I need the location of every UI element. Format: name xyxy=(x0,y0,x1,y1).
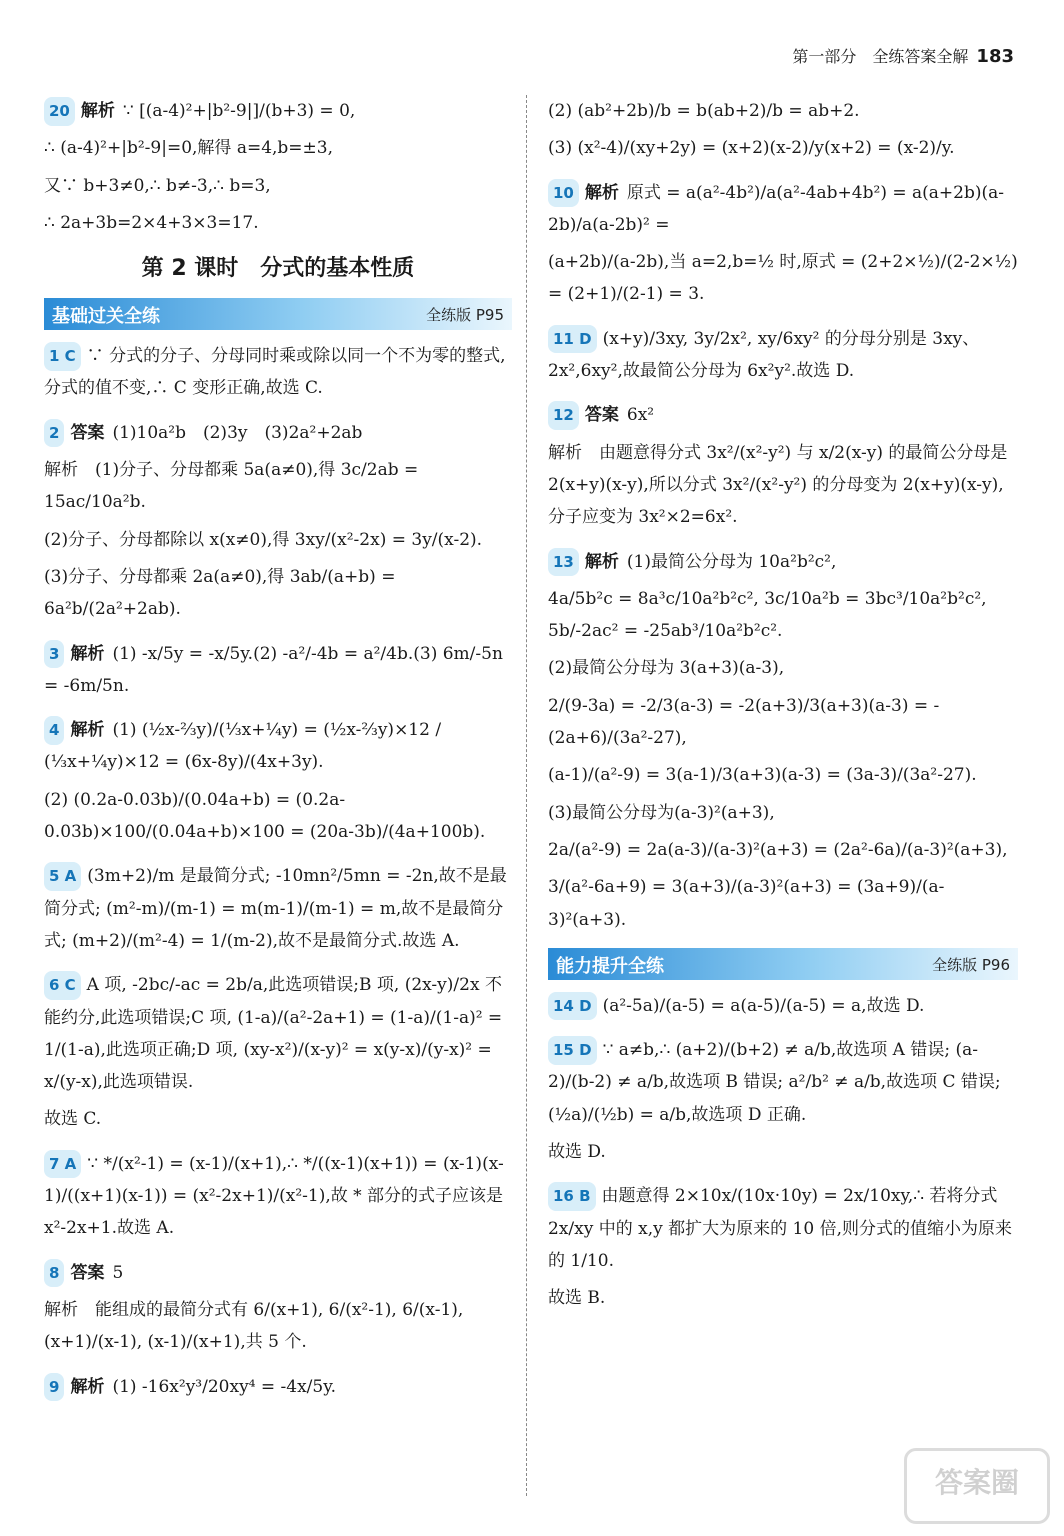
answer-text: 故选 C. xyxy=(44,1109,102,1130)
answer-line xyxy=(548,1180,1018,1277)
answer-text: (2) (ab²+2b)/b = b(ab+2)/b = ab+2. xyxy=(548,101,860,121)
answer-line xyxy=(548,437,1018,534)
answer-line xyxy=(44,207,512,239)
answer-line xyxy=(44,969,512,1098)
answer-item xyxy=(548,323,1018,388)
answer-text: ∵ */(x²-1) = (x-1)/(x+1),∴ */((x-1)(x+1)) = (x-1)(x-1)/((x+1)(x-1)) = (x²-2x+1)/(x²-1),故 * 部分的式子应该是 x²-2x+1.故选 A. xyxy=(44,1153,504,1239)
answer-line xyxy=(44,454,512,519)
right-items-top xyxy=(548,95,1018,936)
section-label: 能力提升全练 xyxy=(556,955,664,977)
answer-text: ∵ 分式的分子、分母同时乘或除以同一个不为零的整式,分式的值不变,∴ C 变形正确,故选 C. xyxy=(44,346,506,399)
answer-line xyxy=(44,860,512,957)
question-number: 9 xyxy=(44,1373,64,1402)
answer-keyword: 答案 xyxy=(70,422,105,443)
answer-line xyxy=(44,132,512,164)
answer-text: (1)10a²b (2)3y (3)2a²+2ab xyxy=(112,422,363,443)
answer-item xyxy=(44,340,512,405)
answer-line xyxy=(548,583,1018,648)
answer-line xyxy=(548,1034,1018,1131)
answer-text: 解析 由题意得分式 3x²/(x²-y²) 与 x/2(x-y) 的最简公分母是 2(x+y)(x-y),所以分式 3x²/(x²-y²) 的分母变为 2(x+y)(x-y),分子应变为 3x²×2=6x². xyxy=(548,442,1008,528)
answer-line xyxy=(44,638,512,703)
answer-line xyxy=(548,1282,1018,1314)
answer-text: 6x² xyxy=(626,405,655,426)
answer-line xyxy=(44,95,512,127)
answer-line xyxy=(548,690,1018,755)
question-number: 1 C xyxy=(44,342,81,371)
answer-item xyxy=(548,546,1018,936)
page-header xyxy=(792,44,1014,67)
answer-line xyxy=(44,561,512,626)
answer-text: (2) (0.2a-0.03b)/(0.04a+b) = (0.2a-0.03b)×100/(0.04a+b)×100 = (20a-3b)/(4a+100b). xyxy=(44,789,486,843)
answer-line xyxy=(44,170,512,202)
section-label: 基础过关全练 xyxy=(52,306,160,328)
answer-line xyxy=(44,417,512,449)
question-number: 5 A xyxy=(44,862,81,891)
section-band-basic xyxy=(44,298,512,330)
answer-text: A 项, -2bc/-ac = 2b/a,此选项错误;B 项, (2x-y)/2x 不能约分,此选项错误;C 项, (1-a)/(a²-2a+1) = (1-a)/(1-a)² = 1/(1-a),此选项正确;D 项, (xy-x²)/(x-y)² = x(y-x)/(y-x)² = x/(y-x),此选项错误. xyxy=(44,975,503,1093)
answer-text: (a-1)/(a²-9) = 3(a-1)/3(a+3)(a-3) = (3a-3)/(3a²-27). xyxy=(548,765,977,786)
question-number: 7 A xyxy=(44,1150,81,1179)
answer-item xyxy=(548,1034,1018,1168)
header-title: 第一部分 全练答案全解 xyxy=(792,47,969,66)
answer-text: 故选 B. xyxy=(548,1288,606,1309)
question-number: 8 xyxy=(44,1259,64,1288)
answer-item xyxy=(548,95,1018,165)
answer-text: 5 xyxy=(112,1262,124,1283)
question-number: 15 D xyxy=(548,1036,597,1065)
answer-text: 3/(a²-6a+9) = 3(a+3)/(a-3)²(a+3) = (3a+9)/(a-3)²(a+3). xyxy=(548,877,945,930)
answer-line xyxy=(548,323,1018,388)
answer-line xyxy=(548,1136,1018,1168)
answer-item xyxy=(44,969,512,1135)
answer-text: (2)最简公分母为 3(a+3)(a-3), xyxy=(548,658,785,679)
answer-item xyxy=(44,638,512,703)
answer-keyword: 答案 xyxy=(70,1262,105,1283)
answer-text: (3)分子、分母都乘 2a(a≠0),得 3ab/(a+b) = 6a²b/(2a²+2ab). xyxy=(44,566,396,620)
answer-text: 故选 D. xyxy=(548,1142,606,1163)
answer-item xyxy=(44,95,512,239)
answer-text: (3m+2)/m 是最简分式; -10mn²/5mn = -2n,故不是最简分式; (m²-m)/(m-1) = m(m-1)/(m-1) = m,故不是最简分式; (m+2)/(m²-4) = 1/(m-2),故不是最简分式.故选 A. xyxy=(44,866,507,951)
answer-line xyxy=(44,1371,512,1403)
answer-text: (a²-5a)/(a-5) = a(a-5)/(a-5) = a,故选 D. xyxy=(602,995,925,1016)
answer-keyword: 解析 xyxy=(70,1376,105,1397)
answer-line xyxy=(548,95,1018,127)
answer-line xyxy=(44,784,512,849)
answer-item xyxy=(44,714,512,848)
answer-line xyxy=(548,871,1018,936)
question-number: 6 C xyxy=(44,971,81,1000)
answer-keyword: 答案 xyxy=(584,405,619,426)
answer-text: (3) (x²-4)/(xy+2y) = (x+2)(x-2)/y(x+2) = (x-2)/y. xyxy=(548,138,955,159)
question-number: 4 xyxy=(44,716,64,745)
left-items-top xyxy=(44,95,512,239)
answer-text: ∵ a≠b,∴ (a+2)/(b+2) ≠ a/b,故选项 A 错误; (a-2)/(b-2) ≠ a/b,故选项 B 错误; a²/b² ≠ a/b,故选项 C 错误; (½a)/(½b) = a/b,故选项 D 正确. xyxy=(548,1040,1001,1125)
answer-item xyxy=(548,399,1018,533)
answer-line xyxy=(548,132,1018,164)
answer-text: (a+2b)/(a-2b),当 a=2,b=½ 时,原式 = (2+2×½)/(2-2×½) = (2+1)/(2-1) = 3. xyxy=(548,252,1018,305)
answer-line xyxy=(548,797,1018,829)
answer-keyword: 解析 xyxy=(70,720,105,741)
answer-text: 解析 能组成的最简分式有 6/(x+1), 6/(x²-1), 6/(x-1), (x+1)/(x-1), (x-1)/(x+1),共 5 个. xyxy=(44,1299,464,1353)
answer-keyword: 解析 xyxy=(80,101,115,121)
question-number: 13 xyxy=(548,548,579,577)
answer-text: 2/(9-3a) = -2/3(a-3) = -2(a+3)/3(a+3)(a-3) = -(2a+6)/(3a²-27), xyxy=(548,695,940,749)
answer-text: 解析 (1)分子、分母都乘 5a(a≠0),得 3c/2ab = 15ac/10a²b. xyxy=(44,460,419,513)
answer-line xyxy=(44,340,512,405)
left-items xyxy=(44,340,512,1403)
answer-line xyxy=(44,1103,512,1135)
section-band-advanced xyxy=(548,948,1018,980)
answer-text: (x+y)/3xy, 3y/2x², xy/6xy² 的分母分别是 3xy、2x²,6xy²,故最简公分母为 6x²y².故选 D. xyxy=(548,328,980,382)
answer-line xyxy=(548,546,1018,578)
answer-item xyxy=(548,990,1018,1022)
answer-line xyxy=(44,524,512,556)
answer-text: (3)最简公分母为(a-3)²(a+3), xyxy=(548,802,775,823)
question-number: 11 D xyxy=(548,325,597,354)
right-column xyxy=(548,95,1018,1327)
answer-item xyxy=(548,177,1018,311)
answer-text: 2a/(a²-9) = 2a(a-3)/(a-3)²(a+3) = (2a²-6a)/(a-3)²(a+3), xyxy=(548,839,1008,860)
section-ref: 全练版 P96 xyxy=(932,955,1010,974)
answer-keyword: 解析 xyxy=(584,551,619,572)
answer-item xyxy=(548,1180,1018,1314)
answer-text: (1) -16x²y³/20xy⁴ = -4x/5y. xyxy=(112,1376,336,1397)
section-ref: 全练版 P95 xyxy=(426,306,504,325)
question-number: 20 xyxy=(44,97,75,126)
question-number: 12 xyxy=(548,401,579,430)
answer-text: 又∵ b+3≠0,∴ b≠-3,∴ b=3, xyxy=(44,175,271,196)
answer-line xyxy=(548,834,1018,866)
answer-item xyxy=(44,860,512,957)
answer-keyword: 解析 xyxy=(70,643,105,664)
question-number: 3 xyxy=(44,640,64,669)
answer-line xyxy=(44,1148,512,1245)
lesson-title: 第 2 课时 分式的基本性质 xyxy=(141,256,415,282)
answer-text: ∵ [(a-4)²+|b²-9|]/(b+3) = 0, xyxy=(122,101,356,121)
answer-keyword: 解析 xyxy=(584,182,619,203)
answer-text: (1) (½x-⅔y)/(⅓x+¼y) = (½x-⅔y)×12 / (⅓x+¼y)×12 = (6x-8y)/(4x+3y). xyxy=(44,720,442,773)
page-number: 183 xyxy=(976,46,1014,67)
answer-line xyxy=(548,990,1018,1022)
answer-line xyxy=(44,714,512,779)
answer-text: ∴ 2a+3b=2×4+3×3=17. xyxy=(44,212,259,233)
answer-text: 原式 = a(a²-4b²)/a(a²-4ab+4b²) = a(a+2b)(a-2b)/a(a-2b)² = xyxy=(548,182,1004,235)
right-items xyxy=(548,990,1018,1315)
answer-line xyxy=(44,1257,512,1289)
answer-item xyxy=(44,417,512,626)
answer-item xyxy=(44,1371,512,1403)
answer-text: 4a/5b²c = 8a³c/10a²b²c², 3c/10a²b = 3bc³/10a²b²c², 5b/-2ac² = -25ab³/10a²b²c². xyxy=(548,588,987,642)
answer-line xyxy=(548,399,1018,431)
answer-text: (1)最简公分母为 10a²b²c², xyxy=(626,551,837,572)
question-number: 16 B xyxy=(548,1182,596,1211)
answer-text: (1) -x/5y = -x/5y.(2) -a²/-4b = a²/4b.(3) 6m/-5n = -6m/5n. xyxy=(44,643,503,696)
question-number: 10 xyxy=(548,179,579,208)
column-divider xyxy=(526,95,527,1496)
answer-text: 由题意得 2×10x/(10x·10y) = 2x/10xy,∴ 若将分式 2x/xy 中的 x,y 都扩大为原来的 10 倍,则分式的值缩小为原来的 1/10. xyxy=(548,1186,1012,1271)
answer-line xyxy=(548,652,1018,684)
answer-text: (2)分子、分母都除以 x(x≠0),得 3xy/(x²-2x) = 3y/(x-2). xyxy=(44,529,483,550)
question-number: 14 D xyxy=(548,992,597,1021)
answer-line xyxy=(44,1294,512,1359)
answer-text: ∴ (a-4)²+|b²-9|=0,解得 a=4,b=±3, xyxy=(44,138,334,159)
left-column xyxy=(44,95,512,1415)
answer-line xyxy=(548,177,1018,242)
watermark-logo: 答案圈 xyxy=(904,1448,1050,1524)
answer-item xyxy=(44,1257,512,1359)
answer-line xyxy=(548,759,1018,791)
answer-item xyxy=(44,1148,512,1245)
question-number: 2 xyxy=(44,419,64,448)
answer-line xyxy=(548,246,1018,311)
